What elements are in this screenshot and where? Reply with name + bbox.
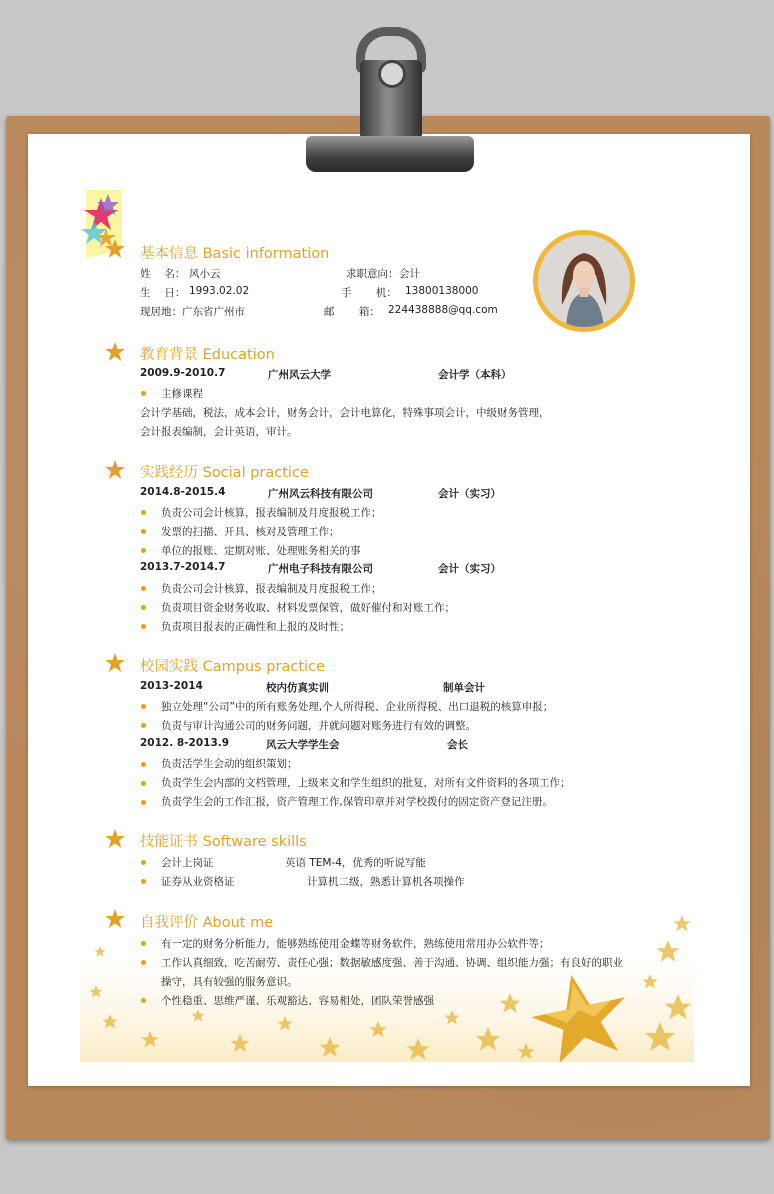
edu-bullet: 主修课程 <box>161 388 203 400</box>
bullet-dot <box>141 624 146 629</box>
about-item: 个性稳重、思维严谨、乐观豁达、容易相处，团队荣誉感强 <box>161 995 434 1007</box>
edu-major: 会计学（本科） <box>438 369 512 381</box>
skill-cert-2: 证券从业资格证 <box>161 876 235 888</box>
bullet-dot <box>141 960 146 965</box>
bullet-dot <box>141 510 146 515</box>
campus-a-org: 校内仿真实训 <box>266 682 329 694</box>
campus-b-item: 负责学生会内部的文档管理，上级来文和学生组织的批复，对所有文件资料的各项工作； <box>161 777 571 789</box>
section-star-icon <box>104 238 126 260</box>
campus-b-role: 会长 <box>447 739 468 751</box>
job2-item: 负责公司会计核算，报表编制及月度报税工作； <box>161 583 382 595</box>
campus-b-period: 2012. 8-2013.9 <box>140 737 230 749</box>
bullet-dot <box>141 704 146 709</box>
edu-courses-line2: 会计报表编制，会计英语，审计。 <box>140 426 298 438</box>
section-title-campus: 校园实践 Campus practice <box>140 659 325 675</box>
bullet-dot <box>141 391 146 396</box>
address-value: 广东省广州市 <box>182 306 245 318</box>
bullet-dot <box>141 548 146 553</box>
bullet-dot <box>141 998 146 1003</box>
campus-b-item: 负责学生会的工作汇报，资产管理工作,保管印章并对学校拨付的固定资产登记注册。 <box>161 796 553 808</box>
email-value: 224438888@qq.com <box>388 304 498 316</box>
campus-b-org: 风云大学学生会 <box>266 739 340 751</box>
bullet-dot <box>141 762 146 767</box>
job2-item: 负责项目报表的正确性和上报的及时性； <box>161 621 350 633</box>
bullet-dot <box>141 723 146 728</box>
clip-rivet <box>378 60 406 88</box>
section-title-education: 教育背景 Education <box>140 347 275 363</box>
bullet-dot <box>141 605 146 610</box>
edu-period: 2009.9-2010.7 <box>140 367 226 379</box>
about-item: 工作认真细致，吃苦耐劳、责任心强；数据敏感度强、善于沟通、协调、组织能力强；有良好的职业 <box>161 957 623 969</box>
campus-a-role: 制单会计 <box>443 682 485 694</box>
section-title-skills: 技能证书 Software skills <box>140 834 307 850</box>
job1-item: 负责公司会计核算，报表编制及月度报税工作； <box>161 507 382 519</box>
name-label: 姓 名： <box>140 268 186 280</box>
section-star-icon <box>104 908 126 930</box>
intent-value: 会计 <box>399 268 420 280</box>
bullet-dot <box>141 529 146 534</box>
section-title-practice: 实践经历 Social practice <box>140 465 309 481</box>
job1-period: 2014.8-2015.4 <box>140 486 226 498</box>
phone-label: 手 机： <box>341 287 397 299</box>
avatar <box>538 235 630 327</box>
section-star-icon <box>104 459 126 481</box>
bullet-dot <box>141 586 146 591</box>
bullet-dot <box>141 941 146 946</box>
phone-value: 13800138000 <box>405 285 479 297</box>
job1-item: 单位的报账、定期对账、处理账务相关的事 <box>161 545 361 557</box>
birth-value: 1993.02.02 <box>189 285 250 297</box>
campus-a-period: 2013-2014 <box>140 680 203 692</box>
job2-item: 负责项目资金财务收取、材料发票保管，做好催付和对账工作； <box>161 602 455 614</box>
skill-desc-1: 英语 TEM-4，优秀的听说写能 <box>285 857 426 869</box>
section-star-icon <box>104 652 126 674</box>
job2-company: 广州电子科技有限公司 <box>268 563 373 575</box>
bullet-dot <box>141 781 146 786</box>
job1-company: 广州风云科技有限公司 <box>268 488 373 500</box>
job2-role: 会计（实习） <box>438 563 501 575</box>
campus-b-item: 负责活学生会动的组织策划； <box>161 758 298 770</box>
name-value: 风小云 <box>189 268 221 280</box>
section-star-icon <box>104 828 126 850</box>
edu-courses-line1: 会计学基础，税法，成本会计，财务会计，会计电算化，特殊事项会计，中级财务管理， <box>140 407 550 419</box>
section-star-icon <box>104 341 126 363</box>
section-title-basic: 基本信息 Basic information <box>140 246 330 262</box>
campus-a-item: 独立处理“公司”中的所有账务处理,个人所得税、企业所得税、出口退税的核算申报； <box>161 701 554 713</box>
job2-period: 2013.7-2014.7 <box>140 561 226 573</box>
birth-label: 生 日： <box>140 287 186 299</box>
bullet-dot <box>141 800 146 805</box>
about-item-continued: 操守，具有较强的服务意识。 <box>161 976 298 988</box>
skill-desc-2: 计算机二级，熟悉计算机各项操作 <box>307 876 465 888</box>
skill-cert-1: 会计上岗证 <box>161 857 214 869</box>
bullet-dot <box>141 879 146 884</box>
profile-photo <box>533 230 635 332</box>
address-label: 现居地： <box>140 306 182 318</box>
email-label: 邮 箱： <box>324 306 380 318</box>
intent-label: 求职意向： <box>346 268 399 280</box>
clip-base <box>306 136 474 172</box>
bullet-dot <box>141 860 146 865</box>
edu-school: 广州风云大学 <box>268 369 331 381</box>
section-title-about: 自我评价 About me <box>140 915 274 931</box>
job1-role: 会计（实习） <box>438 488 501 500</box>
job1-item: 发票的扫描、开具、核对及管理工作； <box>161 526 340 538</box>
campus-a-item: 负责与审计沟通公司的财务问题，并就问题对账务进行有效的调整。 <box>161 720 476 732</box>
about-item: 有一定的财务分析能力，能够熟练使用金蝶等财务软件，熟练使用常用办公软件等； <box>161 938 550 950</box>
